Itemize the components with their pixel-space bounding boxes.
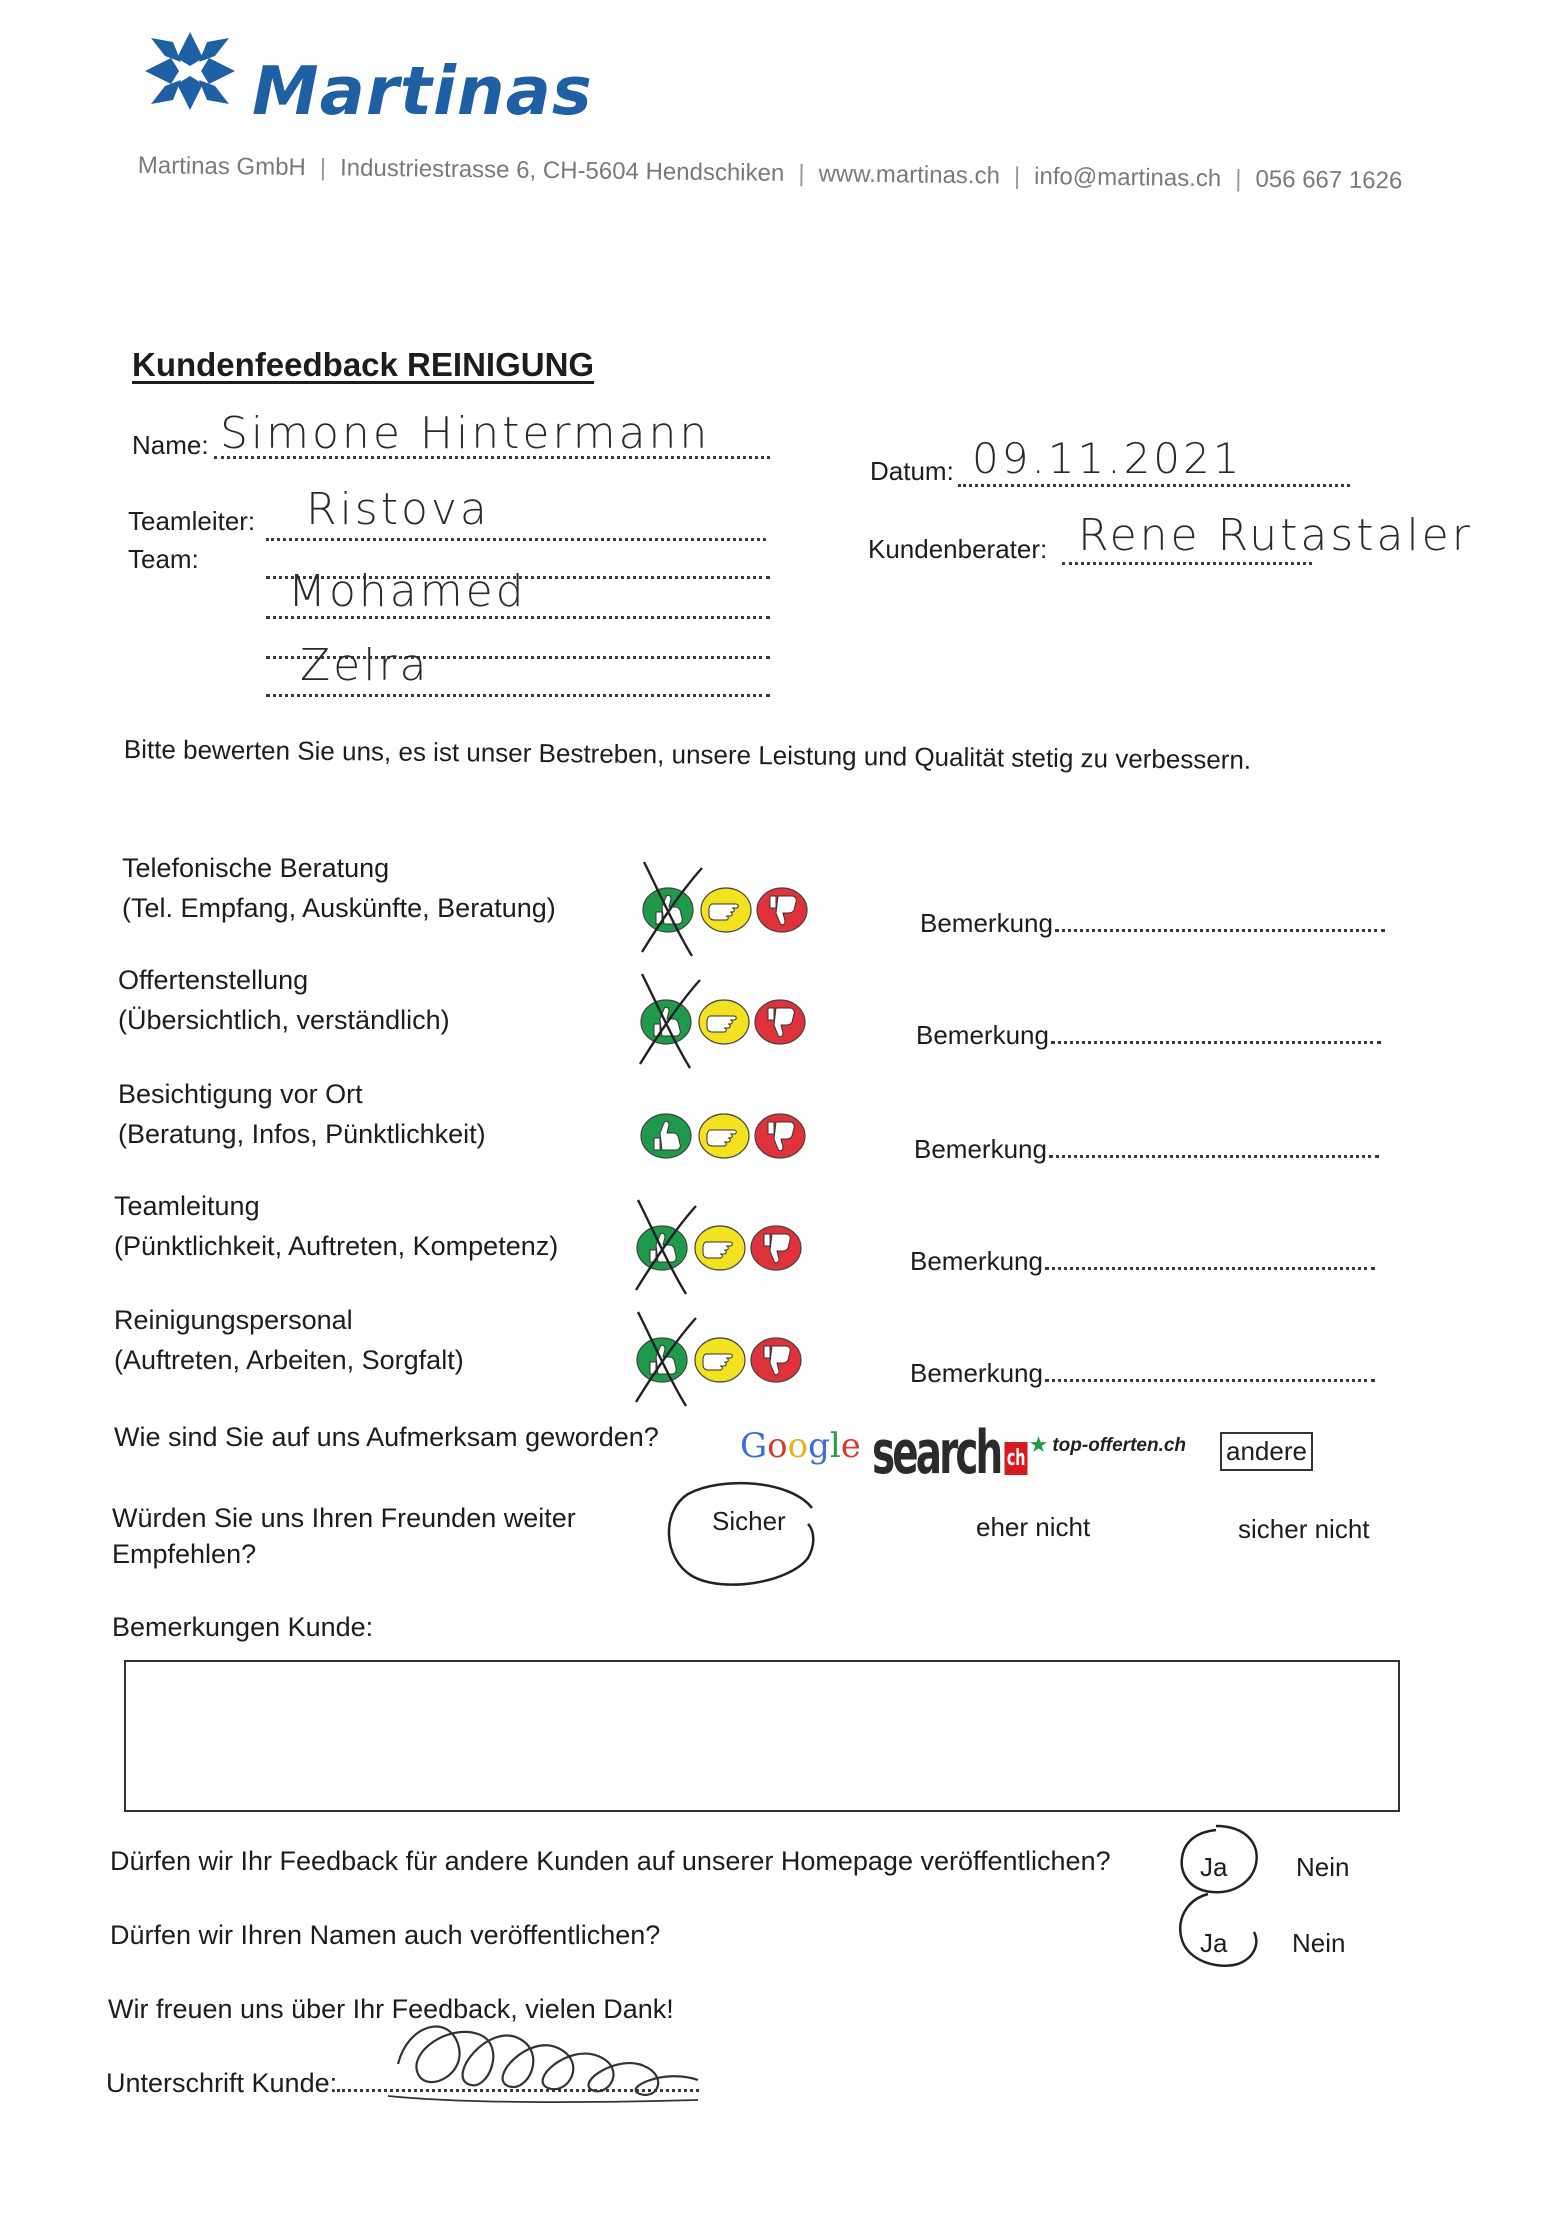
teamleader-label: Teamleiter: xyxy=(128,506,256,536)
advisor-field-line[interactable] xyxy=(1062,562,1312,565)
recommend-option-eher-nicht[interactable]: eher nicht xyxy=(976,1512,1091,1542)
remark-label: Bemerkung xyxy=(920,908,1053,938)
publish-feedback-yes[interactable]: Ja xyxy=(1200,1852,1228,1882)
thumbs-down-icon[interactable] xyxy=(755,1000,805,1044)
criterion-4-subtitle: (Pünktlichkeit, Auftreten, Kompetenz) xyxy=(114,1231,559,1261)
thumbs-down-icon[interactable] xyxy=(751,1338,801,1382)
thumbs-down-icon[interactable] xyxy=(751,1226,801,1270)
team-member-1[interactable]: Mohamed xyxy=(288,566,527,617)
recommend-question: Würden Sie uns Ihren Freunden weiter Empfehlen? xyxy=(112,1503,576,1569)
criterion-3-text xyxy=(118,1074,486,1154)
criterion-2-remark[interactable] xyxy=(916,1020,1381,1051)
company-website[interactable]: www.martinas.ch xyxy=(818,160,1001,190)
criterion-2-subtitle: (Übersichtlich, verständlich) xyxy=(118,1005,450,1035)
criterion-2-rating[interactable] xyxy=(630,972,820,1072)
criterion-5-rating[interactable] xyxy=(626,1310,816,1410)
thanks-text: Wir freuen uns über Ihr Feedback, vielen Dank! xyxy=(108,1994,674,2024)
thumbs-down-icon[interactable] xyxy=(757,888,807,932)
date-label: Datum: xyxy=(870,456,954,486)
criterion-2-title: Offertenstellung xyxy=(118,965,309,995)
selection-circle-ja xyxy=(1176,1824,1262,1974)
criterion-3-title: Besichtigung vor Ort xyxy=(118,1079,363,1109)
criterion-5-text xyxy=(114,1300,464,1380)
criterion-1-rating[interactable] xyxy=(632,860,822,960)
criterion-5-remark[interactable] xyxy=(910,1358,1375,1389)
team-field-line-4[interactable] xyxy=(266,694,770,697)
criterion-3-remark[interactable] xyxy=(914,1134,1379,1165)
remark-label: Bemerkung xyxy=(916,1020,1049,1050)
thumbs-sideways-icon[interactable] xyxy=(695,1226,745,1270)
name-label: Name: xyxy=(132,430,209,460)
remark-label: Bemerkung xyxy=(914,1134,1047,1164)
advisor-label: Kundenberater: xyxy=(868,534,1048,564)
company-phone: 056 667 1626 xyxy=(1255,165,1403,195)
company-name: Martinas GmbH xyxy=(137,152,307,182)
team-member-2[interactable]: Zelra xyxy=(300,640,430,691)
source-question: Wie sind Sie auf uns Aufmerksam geworden? xyxy=(114,1422,659,1452)
star-icon: ★ xyxy=(1030,1435,1048,1456)
recommend-option-sicher-nicht[interactable]: sicher nicht xyxy=(1238,1514,1370,1544)
criterion-4-title: Teamleitung xyxy=(114,1191,260,1221)
publish-name-no[interactable]: Nein xyxy=(1292,1928,1346,1958)
publish-name-question: Dürfen wir Ihren Namen auch veröffentlichen? xyxy=(110,1920,661,1950)
company-logo-text: Martinas xyxy=(252,52,593,130)
criterion-4-remark[interactable] xyxy=(910,1246,1375,1277)
comments-label: Bemerkungen Kunde: xyxy=(112,1612,374,1642)
criterion-1-title: Telefonische Beratung xyxy=(122,853,390,883)
name-field-value[interactable]: Simone Hintermann xyxy=(220,408,711,459)
date-field-line[interactable] xyxy=(958,484,1350,487)
thumbs-sideways-icon[interactable] xyxy=(695,1338,745,1382)
thumbs-sideways-icon[interactable] xyxy=(701,888,751,932)
criterion-3-rating[interactable] xyxy=(630,1086,820,1186)
criterion-4-text xyxy=(114,1186,558,1266)
criterion-1-text xyxy=(122,848,556,928)
form-title: Kundenfeedback REINIGUNG xyxy=(132,346,595,383)
publish-feedback-question: Dürfen wir Ihr Feedback für andere Kunden auf unserer Homepage veröffentlichen? xyxy=(110,1846,1111,1876)
signature-label: Unterschrift Kunde: xyxy=(106,2068,699,2099)
source-search-ch-logo[interactable]: search ch xyxy=(872,1418,1028,1488)
publish-feedback-no[interactable]: Nein xyxy=(1296,1852,1350,1882)
comments-box[interactable] xyxy=(124,1660,1400,1812)
remark-label: Bemerkung xyxy=(910,1358,1043,1388)
source-andere-option[interactable]: andere xyxy=(1220,1432,1313,1471)
company-street: Industriestrasse 6, CH-5604 Hendschiken xyxy=(339,154,785,187)
criterion-5-subtitle: (Auftreten, Arbeiten, Sorgfalt) xyxy=(114,1345,464,1375)
intro-text: Bitte bewerten Sie uns, es ist unser Bestreben, unsere Leistung und Qualität stetig zu verbessern. xyxy=(123,734,1252,775)
criterion-1-subtitle: (Tel. Empfang, Auskünfte, Beratung) xyxy=(122,893,556,923)
thumbs-sideways-icon[interactable] xyxy=(699,1114,749,1158)
source-topofferten-logo[interactable]: ★ top-offerten.ch xyxy=(1030,1435,1187,1456)
date-field-value[interactable]: 09.11.2021 xyxy=(972,434,1243,483)
teamleader-field-line[interactable] xyxy=(266,538,766,541)
remark-label: Bemerkung xyxy=(910,1246,1043,1276)
advisor-field-value[interactable]: Rene Rutastaler xyxy=(1078,510,1473,561)
thumbs-sideways-icon[interactable] xyxy=(699,1000,749,1044)
company-logo-icon xyxy=(145,32,235,110)
teamleader-field-value[interactable]: Ristova xyxy=(306,484,490,535)
criterion-4-rating[interactable] xyxy=(626,1198,816,1298)
company-email[interactable]: info@martinas.ch xyxy=(1033,162,1222,193)
company-address-line: Martinas GmbH | Industriestrasse 6, CH-5604 Hendschiken | www.martinas.ch | info@martinas.ch | 056 667 1626 xyxy=(137,152,1403,195)
criterion-5-title: Reinigungspersonal xyxy=(114,1305,353,1335)
recommend-option-sicher[interactable]: Sicher xyxy=(712,1506,786,1536)
publish-name-yes[interactable]: Ja xyxy=(1200,1928,1228,1958)
thumbs-up-icon[interactable] xyxy=(641,1114,691,1158)
customer-signature[interactable] xyxy=(378,2004,708,2108)
criterion-1-remark[interactable] xyxy=(920,908,1385,939)
source-google-logo[interactable]: Google xyxy=(740,1426,861,1466)
criterion-2-text xyxy=(118,960,450,1040)
criterion-3-subtitle: (Beratung, Infos, Pünktlichkeit) xyxy=(118,1119,486,1149)
team-label: Team: xyxy=(128,544,199,574)
thumbs-down-icon[interactable] xyxy=(755,1114,805,1158)
